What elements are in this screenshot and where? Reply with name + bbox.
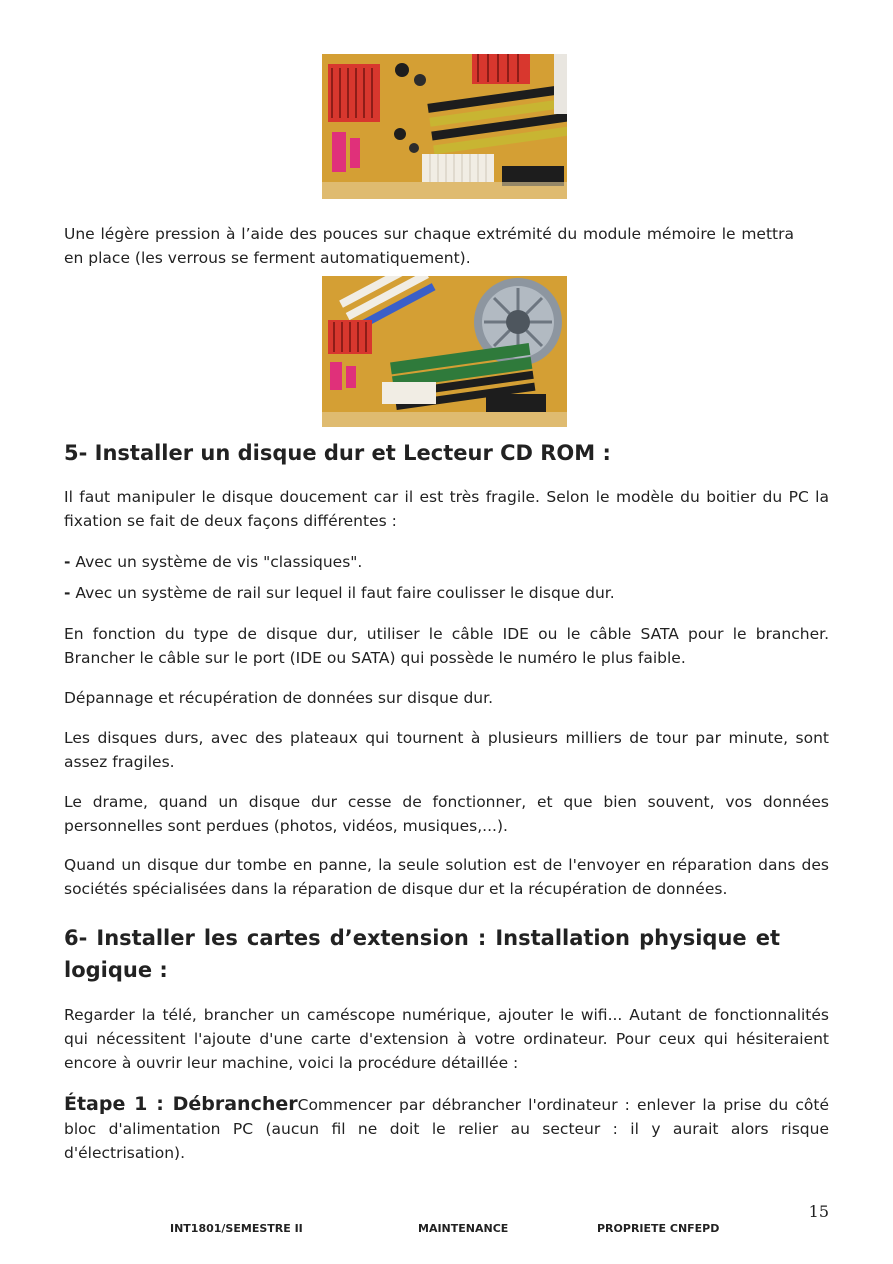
step-1-text: Commencer par débrancher l'ordinateur : enlever la prise du côté bloc d'alimentation PC (aucun fil ne doit le relier au secteur : il y aurait alors risque d'électrisation). (64, 1096, 829, 1162)
fragile-paragraph: Les disques durs, avec des plateaux qui tournent à plusieurs milliers de tour par minute, sont assez fragiles. (64, 729, 829, 771)
footer-subject: MAINTENANCE (418, 1222, 509, 1235)
handle-disk-paragraph: Il faut manipuler le disque doucement car il est très fragile. Selon le modèle du boitier du PC la fixation se fait de deux façons différentes : (64, 488, 829, 530)
bullet-marker: - (64, 584, 71, 602)
footer-course-code: INT1801/SEMESTRE II (170, 1222, 303, 1235)
bullet-screws (64, 550, 829, 574)
bullet-marker: - (64, 553, 71, 571)
cable-paragraph: En fonction du type de disque dur, utiliser le câble IDE ou le câble SATA pour le brancher. Brancher le câble sur le port (IDE ou SATA) qui possède le numéro le plus faible. (64, 625, 829, 667)
bullet-rail (64, 581, 829, 605)
extension-intro-paragraph: Regarder la télé, brancher un caméscope numérique, ajouter le wifi... Autant de fonctionnalités qui nécessitent l'ajoute d'une carte d'extension à votre ordinateur. Pour ceux qui hésiteraient encore à ouvrir leur machine, voici la procédure détaillée : (64, 1006, 829, 1072)
bullet-screws-text: Avec un système de vis "classiques". (75, 553, 363, 571)
step-1-title: Étape 1 : Débrancher (64, 1093, 298, 1115)
section-6-heading: 6- Installer les cartes d’extension : Installation physique et logique : (64, 926, 780, 982)
footer-owner: PROPRIETE CNFEPD (597, 1222, 720, 1235)
page-number: 15 (808, 1202, 829, 1221)
breakdown-paragraph: Quand un disque dur tombe en panne, la seule solution est de l'envoyer en réparation dans des sociétés spécialisées dans la réparation de disque dur et la récupération de données. (64, 856, 829, 898)
drama-paragraph: Le drame, quand un disque dur cesse de fonctionner, et que bien souvent, vos données personnelles sont perdues (photos, vidéos, musiques,...). (64, 793, 829, 835)
bullet-rail-text: Avec un système de rail sur lequel il faut faire coulisser le disque dur. (75, 584, 615, 602)
step-1-paragraph (64, 1092, 829, 1165)
repair-paragraph: Dépannage et récupération de données sur disque dur. (64, 689, 494, 707)
section-5-heading: 5- Installer un disque dur et Lecteur CD ROM : (64, 441, 611, 465)
memory-press-paragraph: Une légère pression à l’aide des pouces sur chaque extrémité du module mémoire le mettra en place (les verrous se ferment automatiquement). (64, 225, 794, 267)
motherboard-photo-memory-slots (322, 54, 567, 199)
motherboard-photo-memory-installed (322, 276, 567, 427)
